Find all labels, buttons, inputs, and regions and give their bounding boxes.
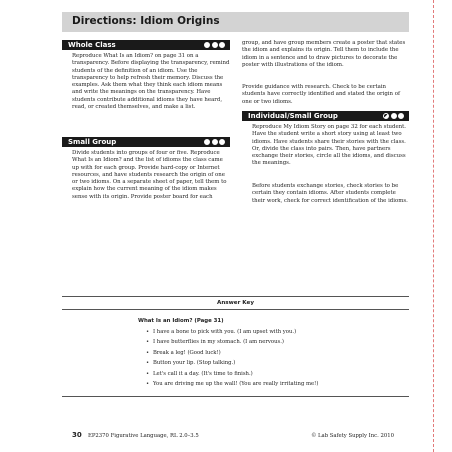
section-label: Whole Class [68,41,116,49]
difficulty-dot-icon [219,139,225,145]
section-label: Individual/Small Group [248,112,338,120]
page-title: Directions: Idiom Origins [72,15,220,27]
margin-guide-line [433,0,434,452]
answer-key-title: Answer Key [217,300,254,306]
difficulty-marks [204,139,225,145]
difficulty-dot-icon [212,139,218,145]
small-group-text: Divide students into groups of four or five. Reproduce What Is an Idiom? and the list of idioms the class came up with for each group. Provide hard-copy or Internet resources, and have students research the origin of one or two idioms. On a separate sheet of paper, tell them to explain how the current meaning of the idiom makes sense with its origin. Provide poster board for each [72,150,227,200]
individual-check-text: Before students exchange stories, check stories to be certain they contain idioms. After students complete their work, check for correct identification of the idioms. [252,183,408,204]
difficulty-dot-icon [398,113,404,119]
answer-key-item: • Button your lip. (Stop talking.) [146,358,318,368]
section-header-small-group [62,137,230,147]
answer-key-bottom-rule [62,396,409,397]
answer-key-item: • You are driving me up the wall! (You are really irritating me!) [146,379,318,389]
difficulty-dot-icon [391,113,397,119]
answer-key-item: • I have a bone to pick with you. (I am upset with you.) [146,327,318,337]
small-group-text-continued: group, and have group members create a poster that states the idiom and explains its origin. Tell them to include the idiom in a sentence and to draw pictures to decorate the poster with illustrations of the idiom. [242,40,406,68]
individual-text: Reproduce My Idiom Story on page 32 for each student. Have the student write a short story using at least two idioms. Have students share their stories with the class. Or, divide the class into pairs. Then, have partners exchange their stories, circle all the idioms, and discuss the meanings. [252,124,407,167]
difficulty-dot-icon [204,139,210,145]
answer-key-top-rule [62,296,409,297]
footer-product-code: EP2370 Figurative Language, RL 2.0–3.5 [88,433,199,439]
answer-key-item: • Break a leg! (Good luck!) [146,348,318,358]
section-header-whole-class [62,40,230,50]
difficulty-marks [204,42,225,48]
difficulty-dot-icon [204,42,210,48]
answer-key-item: • I have butterflies in my stomach. (I am nervous.) [146,337,318,347]
answer-key-item: • Let's call it a day. (It's time to finish.) [146,369,318,379]
section-header-individual [242,111,409,121]
research-guidance-text: Provide guidance with research. Check to be certain students have correctly identified and stated the origin of one or two idioms. [242,84,400,105]
title-bar [62,12,409,32]
section-label: Small Group [68,138,117,146]
whole-class-text: Reproduce What Is an Idiom? on page 31 on a transparency. Before displaying the transparency, remind students of the definition of an idiom. Use the transparency to help refresh their memory. Discuss the examples. Ask them what they think each idiom means and write the meanings on the transparency. Have students contribute additional idioms they have heard, read, or created themselves, and make a list. [72,53,230,111]
difficulty-dot-icon [383,113,389,119]
answer-key-divider [62,309,409,310]
page-number: 30 [72,431,82,439]
answer-key-heading: What Is an Idiom? (Page 31) [138,318,224,324]
difficulty-dot-icon [219,42,225,48]
difficulty-marks [383,113,404,119]
footer-copyright: © Lab Safety Supply Inc. 2010 [311,433,394,439]
difficulty-dot-icon [212,42,218,48]
answer-key-list [146,327,318,389]
